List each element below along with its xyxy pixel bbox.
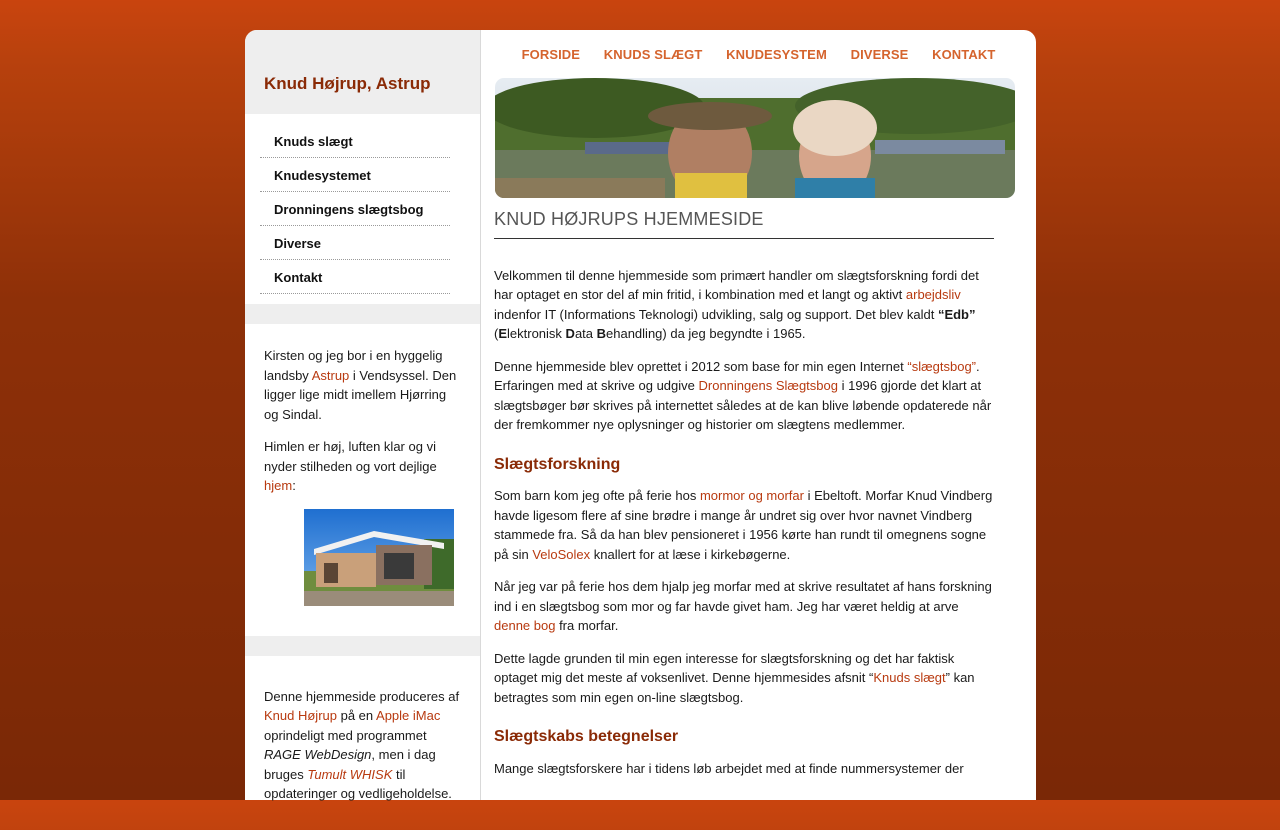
credits-text: Denne hjemmeside produceres af Knud Højrup på en Apple iMac oprindeligt med programmet RAGE WebDesign, men i dag bruges Tumult WHISK til opdateringer og vedligeholdelse. [264,688,460,801]
tab-knudesystem[interactable]: KNUDESYSTEM [726,47,827,62]
apple-imac-link[interactable]: Apple iMac [376,708,441,723]
knuds-slaegt-link[interactable]: Knuds slægt [873,670,946,685]
tab-kontakt[interactable]: KONTAKT [932,47,996,62]
childhood-paragraph: Som barn kom jeg ofte på ferie hos mormor og morfar i Ebeltoft. Morfar Knud Vindberg havde ligesom flere af sine brødre i mange år undret sig over hvor navnet Vindberg stammede fra. Så da han blev pensioneret i 1956 kørte han rundt til omegnens sogne på sin VeloSolex knallert for at læse i kirkebøgerne. [494,488,993,562]
page-title: KNUD HØJRUPS HJEMMESIDE [494,210,994,239]
section-heading-slaegtsforskning: Slægtsforskning [494,455,621,473]
numbering-paragraph: Mange slægtsforskere har i tidens løb arbejdet med at finde nummersystemer der [494,760,964,776]
arbejdsliv-link[interactable]: arbejdsliv [905,287,961,302]
velosolex-link[interactable]: VeloSolex [532,546,591,562]
dronningens-slaegtsbog-link[interactable]: Dronningens Slægtsbog [698,378,838,393]
banner-photo [495,78,1015,198]
sidebar-header [245,30,480,114]
astrup-link[interactable]: Astrup [311,367,350,383]
tab-forside[interactable]: FORSIDE [521,47,581,62]
sidebar-item-knudesystemet[interactable]: Knudesystemet [260,158,450,192]
tumult-whisk-link[interactable]: Tumult WHISK [307,766,393,782]
hjem-link[interactable]: hjem [264,478,293,493]
sidebar-intro-text: Kirsten og jeg bor i en hyggelig landsby Astrup i Vendsyssel. Den ligger lige midt imellem Hjørring og Sindal. [264,348,457,422]
sidebar-divider-band-2 [245,636,480,656]
house-photo[interactable] [304,509,454,606]
tab-diverse[interactable]: DIVERSE [850,47,909,62]
history-paragraph: Denne hjemmeside blev oprettet i 2012 som base for min egen Internet “slægtsbog”. Erfaringen med at skrive og udgive Dronningens Slægtsbog i 1996 gjorde det klart at slægtsbøger bør skrives på internettet således at de kan blive løbende opdaterede når der fremkommer nye oplysninger og historier om slægtens medlemmer. [494,358,992,432]
sidebar-intro [245,324,480,636]
knud-hojrup-link[interactable]: Knud Højrup [264,708,337,723]
sidebar-nav [245,114,480,294]
sidebar-item-kontakt[interactable]: Kontakt [260,260,450,294]
inheritance-paragraph: Når jeg var på ferie hos dem hjalp jeg morfar med at skrive resultatet af hans forskning ind i en slægtsbog som mor og far havde givet ham. Jeg har været heldig at arve denne bog fra morfar. [494,579,992,633]
page-container [245,30,1036,830]
top-nav [481,47,1036,62]
sidebar-item-dronningens-slaegtsbog[interactable]: Dronningens slægtsbog [260,192,450,226]
article [494,210,994,791]
section-heading-slaegtskabs-betegnelser: Slægtskabs betegnelser [494,728,679,745]
sidebar-divider-band [245,304,480,324]
tab-knuds-slaegt[interactable]: KNUDS SLÆGT [603,47,703,62]
denne-bog-link[interactable]: denne bog [494,618,556,633]
main-content [481,30,1036,800]
intro-paragraph: Velkommen til denne hjemmeside som primært handler om slægtsforskning fordi det har optaget en stor del af min fritid, i kombination med et langt og aktivt arbejdsliv indenfor IT (Informations Teknologi) udvikling, salg og support. Det blev kaldt “Edb” (Elektronisk Data Behandling) da jeg begyndte i 1965. [494,267,979,341]
sidebar-item-knuds-slaegt[interactable]: Knuds slægt [260,124,450,158]
sidebar-credits [245,656,480,821]
interest-paragraph: Dette lagde grunden til min egen interesse for slægtsforskning og det har faktisk optaget mig det meste af voksenlivet. Denne hjemmesides afsnit “Knuds slægt” kan betragtes som min egen on-line slægtsbog. [494,650,975,705]
sidebar-home-text: Himlen er høj, luften klar og vi nyder stilheden og vort dejlige hjem: [264,439,437,493]
sidebar [245,30,480,800]
sidebar-item-diverse[interactable]: Diverse [260,226,450,260]
mormor-morfar-link[interactable]: mormor og morfar [699,488,804,503]
site-title[interactable]: Knud Højrup, Astrup [264,74,431,93]
slaegtsbog-link[interactable]: “slægtsbog” [907,358,976,374]
